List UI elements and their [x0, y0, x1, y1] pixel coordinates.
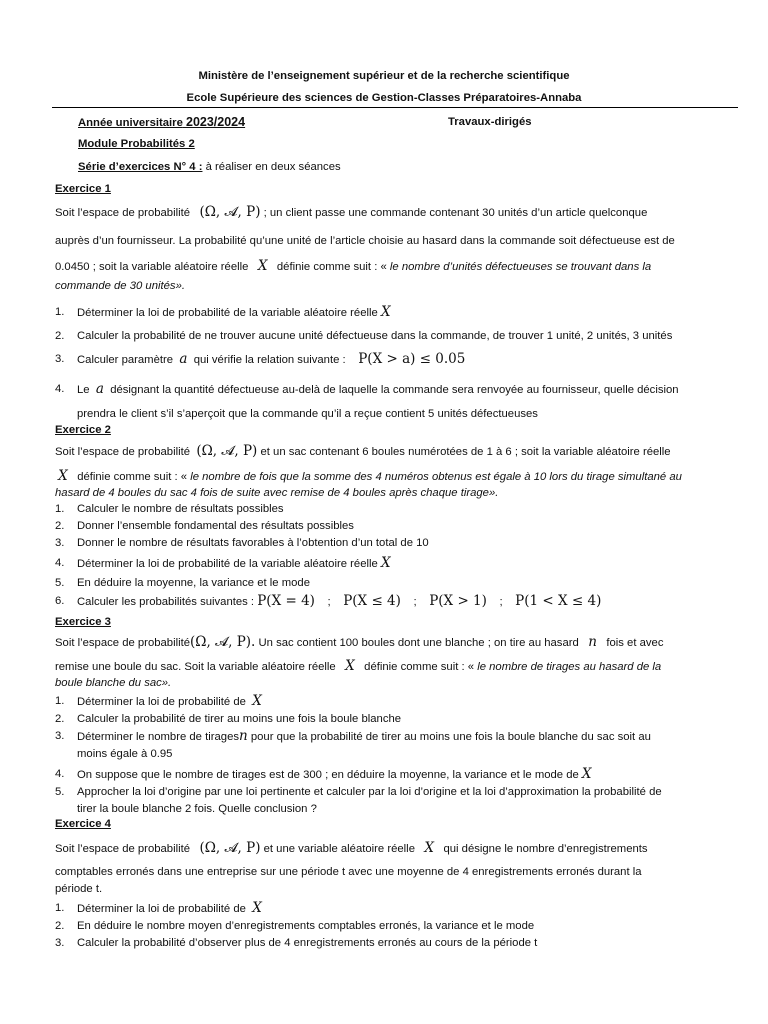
ex3-line-3: boule blanche du sac».: [55, 677, 172, 689]
list-item: 4. Déterminer la loi de probabilité de la variable aléatoire réelle X: [55, 555, 391, 571]
ex4-line-1: Soit l’espace de probabilité (Ω, 𝓐, P) et une variable aléatoire réelle X qui désigne le nombre d’enregistrements: [55, 840, 648, 856]
ex1-line-1: Soit l’espace de probabilité (Ω, 𝓐, P) ; un client passe une commande contenant 30 unités d’un article quelconque: [55, 204, 648, 220]
list-item: 3. Déterminer le nombre de tiragesn pour que la probabilité de tirer au moins une fois la boule blanche du sac soit au moins égale à 0.95: [55, 728, 651, 760]
series-line: Série d’exercices N° 4 : à réaliser en deux séances: [78, 161, 341, 173]
exercise-3-title: Exercice 3: [55, 616, 111, 628]
list-item: 3. Calculer la probabilité d’observer plus de 4 enregistrements erronés au cours de la période t: [55, 937, 538, 949]
module-title: Module Probabilités 2: [78, 138, 195, 150]
ex4-line-2: comptables erronés dans une entreprise sur une période t avec une moyenne de 4 enregistrements erronés durant la: [55, 866, 642, 878]
list-item: 5. Approcher la loi d’origine par une loi pertinente et calculer par la loi d’origine et la loi d’approximation la probabilité de tirer la boule blanche 2 fois. Quelle conclusion ?: [55, 786, 662, 815]
ex1-question-list: [55, 304, 715, 426]
list-item: 4. On suppose que le nombre de tirages est de 300 ; en déduire la moyenne, la variance et le mode de X: [55, 766, 592, 782]
ex1-line-4: commande de 30 unités».: [55, 280, 185, 292]
school-title: Ecole Supérieure des sciences de Gestion-Classes Préparatoires-Annaba: [186, 92, 582, 104]
list-item: 6. Calculer les probabilités suivantes : P(X = 4) ; P(X ≤ 4) ; P(X > 1) ; P(1 < X ≤ 4): [55, 593, 602, 609]
list-item: 1. Déterminer la loi de probabilité de X: [55, 693, 262, 709]
list-item: 2. En déduire le nombre moyen d’enregistrements comptables erronés, la variance et le mode: [55, 920, 535, 932]
ex2-question-list: [55, 501, 715, 611]
ex2-line-1: Soit l’espace de probabilité (Ω, 𝓐, P) et un sac contenant 6 boules numérotées de 1 à 6 ; soit la variable aléatoire réelle: [55, 443, 671, 459]
list-item: 4. Le a désignant la quantité défectueuse au-delà de laquelle la commande sera renvoyée au fournisseur, quelle décision prendra le client s’il s’aperçoit que la commande qu’il a reçue contient 5 unités défectueuses: [55, 381, 679, 420]
list-item: 3. Donner le nombre de résultats favorables à l’obtention d’un total de 10: [55, 537, 429, 549]
list-item: 1. Calculer le nombre de résultats possibles: [55, 503, 284, 515]
list-item: 1. Déterminer la loi de probabilité de X: [55, 900, 262, 916]
exercise-1-title: Exercice 1: [55, 183, 111, 195]
year-line: Année universitaire 2023/2024: [78, 115, 246, 129]
exercise-2-title: Exercice 2: [55, 424, 111, 436]
header-rule: [52, 107, 738, 108]
list-item: 2. Calculer la probabilité de tirer au moins une fois la boule blanche: [55, 713, 402, 725]
exercise-4-title: Exercice 4: [55, 818, 111, 830]
ex1-line-2: auprès d’un fournisseur. La probabilité qu’une unité de l’article choisie au hasard dans la commande soit défectueuse est de: [55, 235, 675, 247]
td-label: Travaux-dirigés: [448, 116, 532, 128]
list-item: 5. En déduire la moyenne, la variance et le mode: [55, 577, 310, 589]
list-item: 1. Déterminer la loi de probabilité de la variable aléatoire réelle X: [55, 304, 391, 320]
ex4-line-3: période t.: [55, 883, 103, 895]
list-item: 2. Calculer la probabilité de ne trouver aucune unité défectueuse dans la commande, de trouver 1 unité, 2 unités, 3 unités: [55, 330, 673, 342]
ex3-line-1: Soit l’espace de probabilité(Ω, 𝓐, P). Un sac contient 100 boules dont une blanche ; on tire au hasard n fois et avec: [55, 634, 664, 650]
ex2-line-3: hasard de 4 boules du sac 4 fois de suite avec remise de 4 boules après chaque tirage».: [55, 487, 499, 499]
ministry-title: Ministère de l’enseignement supérieur et de la recherche scientifique: [198, 70, 570, 82]
list-item: 3. Calculer paramètre a qui vérifie la relation suivante : P(X > a) ≤ 0.05: [55, 351, 466, 367]
list-item: 2. Donner l’ensemble fondamental des résultats possibles: [55, 520, 354, 532]
ex4-question-list: [55, 900, 715, 952]
ex2-line-2: X définie comme suit : « le nombre de fois que la somme des 4 numéros obtenus est égale à 10 lors du tirage simultané au: [58, 468, 682, 484]
ex3-question-list: [55, 693, 715, 818]
ex1-line-3: 0.0450 ; soit la variable aléatoire réelle X définie comme suit : « le nombre d’unités défectueuses se trouvant dans la: [55, 258, 652, 274]
ex3-line-2: remise une boule du sac. Soit la variable aléatoire réelle X définie comme suit : « le nombre de tirages au hasard de la: [55, 658, 662, 674]
